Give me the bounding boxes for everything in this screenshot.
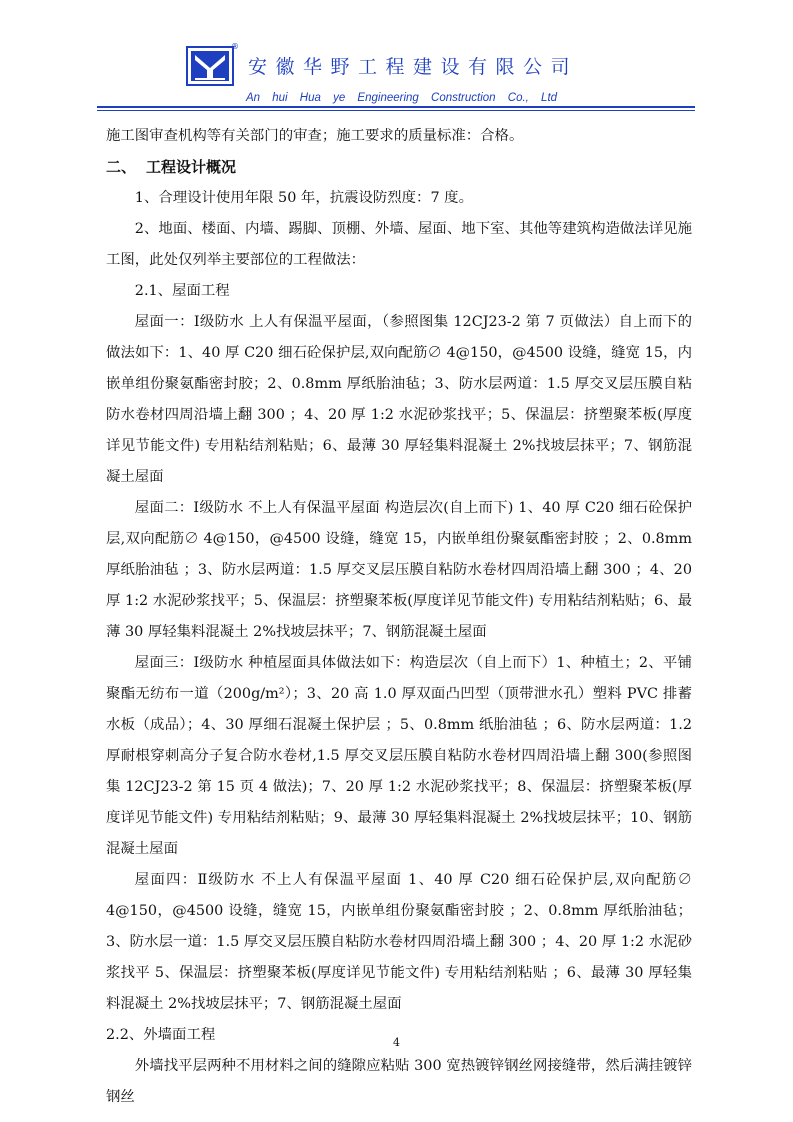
- paragraph-construction-scope: 2、地面、楼面、内墙、踢脚、顶棚、外墙、屋面、地下室、其他等建筑构造做法详见施工图，此处仅列举主要部位的工程做法：: [106, 221, 692, 268]
- document-header: [0, 0, 793, 115]
- company-name-chinese: 安徽华野工程建设有限公司: [248, 56, 579, 78]
- intro-paragraph: 施工图审查机构等有关部门的审查；施工要求的质量标准：合格。: [106, 128, 524, 144]
- paragraph-roof-4: 屋面四：Ⅱ级防水 不上人有保温平屋面 1、40 厚 C20 细石砼保护层,双向配筋∅ 4@150，@4500 设缝，缝宽 15，内嵌单组份聚氨酯密封胶 ；2、0.8mm 厚纸胎油毡；3、防水层一道：1.5 厚交叉层压膜自粘防水卷材四周沿墙上翻 300 ；4、20 厚 1:2 水泥砂浆找平 5、保温层：挤塑聚苯板(厚度详见节能文件) 专用粘结剂粘贴 ；6、最薄 30 厚轻集料混凝土 2%找坡层抹平；7、钢筋混凝土屋面: [106, 872, 692, 1012]
- paragraph-design-life: 1、合理设计使用年限 50 年，抗震设防烈度：7 度。: [134, 190, 473, 206]
- section-heading: [106, 152, 692, 183]
- section-number: 二、: [106, 158, 137, 176]
- paragraph-roof-1: 屋面一：Ⅰ级防水 上人有保温平屋面，（参照图集 12CJ23-2 第 7 页做法）自上而下的做法如下：1、40 厚 C20 细石砼保护层,双向配筋∅ 4@150，@4500 设缝，缝宽 15，内嵌单组份聚氨酯密封胶；2、0.8mm 厚纸胎油毡；3、防水层两道：1.5 厚交叉层压膜自粘防水卷材四周沿墙上翻 300 ；4、20 厚 1:2 水泥砂浆找平；5、保温层：挤塑聚苯板(厚度详见节能文件) 专用粘结剂粘贴；6、最薄 30 厚轻集料混凝土 2%找坡层抹平；7、钢筋混凝土屋面: [106, 314, 692, 485]
- document-body: [106, 121, 692, 1113]
- header-rule-thin: [97, 110, 695, 111]
- subsection-wall-title: 2.2、外墙面工程: [106, 1027, 216, 1043]
- paragraph-roof-2: 屋面二：Ⅰ级防水 不上人有保温平屋面 构造层次(自上而下) 1、40 厚 C20 细石砼保护层,双向配筋∅ 4@150，@4500 设缝，缝宽 15，内嵌单组份聚氨酯密封胶 ；2、0.8mm 厚纸胎油毡 ；3、防水层两道：1.5 厚交叉层压膜自粘防水卷材四周沿墙上翻 300 ；4、20 厚 1:2 水泥砂浆找平；5、保温层：挤塑聚苯板(厚度详见节能文件) 专用粘结剂粘贴；6、最薄 30 厚轻集料混凝土 2%找坡层抹平；7、钢筋混凝土屋面: [106, 500, 692, 640]
- header-rule-thick: [97, 106, 695, 108]
- company-name-english: An hui Hua ye Engineering Construction Co., Ltd: [246, 92, 558, 104]
- section-title: 工程设计概况: [146, 158, 237, 176]
- paragraph-exterior-wall: 外墙找平层两种不用材料之间的缝隙应粘贴 300 宽热镀锌钢丝网接缝带，然后满挂镀锌钢丝: [106, 1058, 692, 1105]
- paragraph-roof-3: 屋面三：Ⅰ级防水 种植屋面具体做法如下：构造层次（自上而下）1、种植土；2、平铺聚酯无纺布一道（200g/m²）；3、20 高 1.0 厚双面凸凹型（顶带泄水孔）塑料 PVC 排蓄水板（成品）；4、30 厚细石混凝土保护层 ；5、0.8mm 纸胎油毡 ；6、防水层两道：1.2 厚耐根穿刺高分子复合防水卷材,1.5 厚交叉层压膜自粘防水卷材四周沿墙上翻 300(参照图集 12CJ23-2 第 15 页 4 做法)；7、20 厚 1:2 水泥砂浆找平；8、保温层：挤塑聚苯板(厚度详见节能文件) 专用粘结剂粘贴；9、最薄 30 厚轻集料混凝土 2%找坡层抹平；10、钢筋混凝土屋面: [106, 655, 692, 857]
- page-number: 4: [393, 1036, 400, 1049]
- company-logo-icon: [186, 46, 234, 86]
- subsection-roof-title: 2.1、屋面工程: [134, 283, 230, 299]
- registered-mark: ®: [231, 42, 239, 51]
